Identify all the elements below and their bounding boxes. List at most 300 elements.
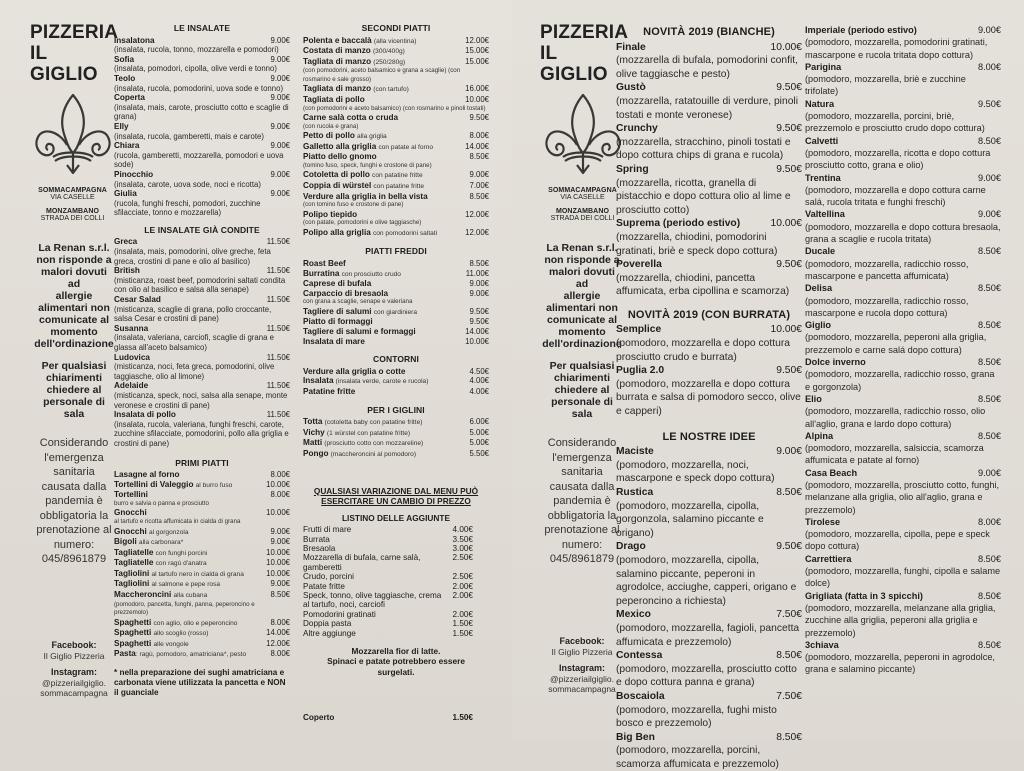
menu-item-price: 5.00€ bbox=[469, 438, 489, 448]
notice-line: Per qualsiasi bbox=[41, 360, 107, 372]
freddi-list bbox=[303, 259, 489, 346]
menu-item bbox=[616, 608, 802, 649]
menu-item-title bbox=[114, 353, 150, 363]
menu-item-name: Mexico bbox=[616, 609, 651, 621]
menu-item-title bbox=[805, 553, 851, 565]
menu-item-description: (con tomino fuso e crostone di pane) bbox=[303, 201, 404, 209]
menu-item-title bbox=[114, 590, 207, 601]
location-street: STRADA DEI COLLI bbox=[40, 215, 105, 222]
location-street: STRADA DEI COLLI bbox=[550, 215, 615, 222]
menu-item-price: 7.50€ bbox=[776, 690, 802, 702]
section-title-idee: LE NOSTRE IDEE bbox=[662, 430, 756, 443]
menu-item-title bbox=[303, 279, 371, 289]
menu-item bbox=[805, 639, 1001, 676]
menu-item-price: 6.00€ bbox=[469, 417, 489, 427]
menu-item-note: (alla vicentina) bbox=[373, 37, 417, 45]
menu-item-price: 5.50€ bbox=[469, 449, 489, 458]
menu-item-price: 2.00€ bbox=[452, 609, 473, 619]
menu-item-price: 4.00€ bbox=[469, 387, 489, 397]
menu-item-title bbox=[303, 327, 416, 337]
menu-item-title bbox=[114, 189, 137, 199]
menu-item-name: Coppia di würstel bbox=[303, 181, 372, 191]
menu-item bbox=[303, 210, 489, 228]
menu-item-price: 8.50€ bbox=[270, 590, 290, 600]
menu-item-title bbox=[303, 113, 398, 123]
menu-item-note: (1 würstel con patatine fritte) bbox=[326, 429, 411, 437]
menu-item-name: Dolce inverno bbox=[805, 357, 866, 368]
menu-item-name: Tagliata di manzo bbox=[303, 56, 372, 66]
menu-item-description: (pomodoro, mozzarella, radicchio rosso, mascarpone e rucola dopo cottura) bbox=[805, 295, 969, 318]
menu-item-title bbox=[616, 540, 646, 554]
menu-item-title bbox=[616, 41, 646, 55]
menu-item-price: 10.00€ bbox=[266, 508, 290, 518]
menu-item-price: 8.00€ bbox=[978, 61, 1001, 72]
location-monzambano bbox=[30, 208, 115, 222]
menu-item-title bbox=[805, 356, 866, 368]
menu-item bbox=[805, 590, 1001, 639]
menu-item-row bbox=[114, 189, 290, 199]
menu-item-title bbox=[114, 36, 155, 46]
menu-item-title bbox=[303, 582, 345, 591]
section-title-primi: PRIMI PIATTI bbox=[175, 457, 229, 468]
menu-item bbox=[303, 95, 489, 113]
menu-item-description: (pomodoro, mozzarella, noci, mascarpone e speck dopo cottura) bbox=[616, 459, 775, 485]
menu-item-row bbox=[303, 317, 489, 327]
menu-item-name: Tagliere di salumi bbox=[303, 306, 372, 316]
menu-item-name: Crunchy bbox=[616, 123, 658, 135]
menu-item-description: (pomodoro, mozzarella, pomodorini gratinati, mascarpone e rucola tritata dopo cottura) bbox=[805, 37, 988, 60]
menu-item-row bbox=[303, 113, 489, 123]
notice-line: sala bbox=[571, 408, 593, 420]
menu-item bbox=[616, 731, 802, 771]
menu-item-row bbox=[303, 210, 489, 220]
menu-item bbox=[303, 553, 473, 572]
menu-item-title bbox=[303, 317, 373, 327]
phone-number[interactable]: 045/8961879 bbox=[549, 553, 615, 565]
menu-item-price: 9.00€ bbox=[776, 446, 802, 458]
menu-item-row bbox=[114, 324, 290, 334]
menu-item-description: (misticanza, scaglie di grana, pollo croccante, salsa Cesar e crostini di pane) bbox=[114, 304, 272, 324]
menu-item-title bbox=[114, 628, 208, 639]
menu-item-name: Petto di pollo bbox=[303, 131, 355, 141]
menu-item-price: 8.00€ bbox=[270, 649, 290, 659]
menu-page-right bbox=[512, 0, 1024, 770]
menu-item-row bbox=[303, 181, 489, 192]
instagram-link[interactable]: @pizzeriailgiglio. bbox=[550, 674, 614, 684]
menu-item-row bbox=[114, 122, 290, 132]
giglini-list bbox=[303, 417, 489, 459]
menu-item-name: Insalata di mare bbox=[303, 336, 365, 346]
menu-item-name: Puglia 2.0 bbox=[616, 365, 665, 377]
menu-item-title bbox=[303, 367, 405, 377]
menu-item-row bbox=[303, 307, 489, 318]
menu-item-name: Tagliere di salumi e formaggi bbox=[303, 327, 416, 337]
menu-item-row bbox=[303, 142, 489, 153]
menu-item bbox=[114, 93, 290, 122]
menu-item-row bbox=[114, 470, 290, 480]
menu-item-description: (mozzarella, ratatouille di verdure, pinoli tostati e monte veronese) bbox=[616, 95, 798, 121]
menu-item-row bbox=[805, 24, 1001, 36]
menu-item bbox=[303, 84, 489, 95]
menu-item bbox=[114, 618, 290, 629]
menu-item-row bbox=[114, 579, 290, 590]
menu-item bbox=[114, 590, 290, 618]
menu-item-price: 11.50€ bbox=[266, 381, 290, 391]
menu-item bbox=[114, 579, 290, 590]
menu-item-name: Burratina bbox=[303, 268, 340, 278]
menu-item-row bbox=[805, 245, 1001, 257]
notice-line: obbligatoria la bbox=[547, 509, 617, 522]
menu-item-row bbox=[303, 327, 489, 337]
menu-item-description: (mozzarella, ricotta, granella di pistacchio e dopo cottura olio al lime e prosciutto cotto) bbox=[616, 177, 791, 216]
menu-item-title bbox=[805, 282, 832, 294]
instagram-label: Instagram: bbox=[558, 663, 605, 673]
menu-item-title bbox=[805, 98, 834, 110]
menu-item-row bbox=[114, 649, 290, 660]
menu-item-title bbox=[303, 84, 409, 95]
menu-item-description: (pomodoro, mozzarella, fagioli, pancetta affumicata e prezzemolo) bbox=[616, 622, 800, 648]
instagram-link-cont[interactable]: sommacampagna bbox=[40, 688, 108, 698]
secondi-list bbox=[303, 36, 489, 239]
menu-item bbox=[303, 525, 473, 534]
menu-item-name: Contessa bbox=[616, 650, 663, 662]
section-title-bianche: NOVITÀ 2019 (BIANCHE) bbox=[643, 26, 775, 38]
menu-item bbox=[303, 337, 489, 347]
menu-item-note: con ragù d'anatra bbox=[155, 560, 207, 568]
menu-item-title bbox=[114, 266, 140, 276]
menu-item-name: Tortellini di Valeggio bbox=[114, 479, 194, 489]
menu-item-title bbox=[616, 217, 740, 231]
menu-item-row bbox=[303, 46, 489, 57]
menu-item bbox=[114, 189, 290, 218]
menu-item-description: (insalata, pomodori, cipolla, olive verdi e tonno) bbox=[114, 64, 277, 74]
menu-item bbox=[805, 172, 1001, 209]
menu-item bbox=[303, 289, 489, 307]
instagram-link-cont[interactable]: sommacampagna bbox=[548, 684, 616, 694]
coperto-price: 1.50€ bbox=[452, 712, 473, 722]
facebook-link[interactable]: Il Giglio Pizzeria bbox=[43, 651, 105, 661]
menu-item-name: Pomodorini gratinati bbox=[303, 609, 376, 619]
menu-item-note: con patatine fritte bbox=[372, 172, 423, 180]
menu-item-description: (rucola, gamberetti, mozzarella, pomodori e uova sode) bbox=[114, 150, 284, 170]
menu-item-title bbox=[805, 135, 838, 147]
column-mains bbox=[303, 24, 489, 722]
menu-item-name: Polipo alla griglia bbox=[303, 227, 371, 237]
menu-item-row bbox=[303, 629, 473, 638]
menu-item-name: Giulia bbox=[114, 189, 137, 199]
menu-item bbox=[303, 46, 489, 57]
menu-item-name: Casa Beach bbox=[805, 467, 858, 478]
menu-item bbox=[616, 217, 802, 258]
menu-item-price: 9.00€ bbox=[469, 170, 489, 180]
menu-item-price: 9.50€ bbox=[776, 123, 802, 135]
menu-item-description: (insalata, rucola, pomodorini, uova sode e tonno) bbox=[114, 83, 284, 93]
menu-item-description: (con rucola e grana) bbox=[303, 122, 359, 130]
menu-item-price: 9.00€ bbox=[270, 35, 290, 45]
menu-item-description: (misticanza, noci, feta greca, pomodorini, olive taggiasche, olio al limone) bbox=[114, 362, 275, 381]
menu-item-title bbox=[303, 36, 416, 47]
menu-item bbox=[303, 629, 473, 638]
menu-item-row bbox=[303, 535, 473, 544]
menu-item-name: Spaghetti bbox=[114, 638, 152, 648]
menu-item-row bbox=[114, 590, 290, 601]
menu-item-title bbox=[303, 46, 405, 57]
menu-item-title bbox=[616, 731, 655, 745]
menu-item-row bbox=[805, 639, 1001, 651]
menu-item-note: con funghi porcini bbox=[155, 549, 208, 557]
menu-item-description: (mozzarella, chiodini, pancetta affumicata, erba cipollina e scamorza) bbox=[616, 272, 790, 298]
menu-item-name: Delisa bbox=[805, 283, 833, 294]
menu-item bbox=[114, 470, 290, 480]
notice-line: dell'ordinazione bbox=[542, 338, 622, 350]
menu-item-note: con prosciutto crudo bbox=[341, 270, 401, 278]
menu-item-title bbox=[616, 690, 665, 704]
covid-notice bbox=[542, 436, 622, 567]
menu-item-note: al burro fuso bbox=[195, 481, 233, 489]
notice-line: malori dovuti ad bbox=[549, 266, 615, 290]
staff-notice bbox=[542, 360, 622, 420]
menu-item bbox=[303, 417, 489, 428]
menu-item-price: 8.50€ bbox=[469, 191, 489, 201]
menu-item-name: Greca bbox=[114, 237, 138, 247]
menu-item bbox=[114, 410, 290, 448]
menu-item bbox=[805, 516, 1001, 553]
menu-item-title bbox=[114, 649, 246, 660]
menu-item bbox=[805, 245, 1001, 282]
notice-line: pandemia è bbox=[45, 495, 103, 507]
allergy-text bbox=[542, 242, 622, 350]
menu-item-title bbox=[303, 535, 330, 544]
brand-name bbox=[540, 22, 629, 85]
menu-item-name: Carpaccio di bresaola bbox=[303, 288, 389, 298]
menu-item-title bbox=[616, 486, 653, 500]
notice-line: Mozzarella fior di latte. bbox=[351, 646, 441, 657]
menu-item-row bbox=[114, 141, 290, 151]
menu-item-price: 9.00€ bbox=[270, 73, 290, 83]
menu-item bbox=[303, 327, 489, 337]
menu-item-row bbox=[303, 544, 473, 553]
menu-item bbox=[303, 113, 489, 131]
menu-item-name: Semplice bbox=[616, 324, 662, 336]
menu-item-note: alla griglia bbox=[357, 133, 387, 141]
menu-item-description: (pomodoro, mozzarella, porcini, briè, prezzemolo e prosciutto crudo dopo cottura) bbox=[805, 111, 985, 134]
menu-item-row bbox=[114, 353, 290, 363]
menu-item-name: Spaghetti bbox=[114, 628, 152, 638]
notice-line: surgelati. bbox=[377, 666, 415, 677]
menu-item-title bbox=[303, 152, 377, 162]
location-street: VIA CASELLE bbox=[50, 194, 95, 201]
instagram-link[interactable]: @pizzeriailgiglio. bbox=[42, 678, 106, 688]
menu-item-row bbox=[303, 152, 489, 162]
menu-item-note: (300/400g) bbox=[372, 48, 405, 56]
menu-item-row bbox=[805, 61, 1001, 73]
menu-item-row bbox=[303, 610, 473, 619]
menu-item-price: 2.50€ bbox=[452, 572, 473, 582]
menu-item bbox=[805, 430, 1001, 467]
menu-item-price: 9.00€ bbox=[270, 169, 290, 179]
menu-item-description: (insalata, mais, carote, prosciutto cotto e scaglie di grana) bbox=[114, 102, 289, 122]
menu-item-description: (pomodoro, mozzarella e dopo cottura bresaola, grana a scaglie e rucola tritata) bbox=[805, 221, 1001, 245]
menu-item bbox=[303, 170, 489, 181]
brand-line-2: IL GIGLIO bbox=[30, 43, 98, 85]
menu-item bbox=[114, 55, 290, 74]
menu-item-name: Vichy bbox=[303, 427, 325, 437]
menu-item-price: 9.00€ bbox=[270, 93, 290, 103]
menu-item-row bbox=[303, 553, 473, 572]
menu-item bbox=[114, 649, 290, 660]
menu-item-row bbox=[114, 639, 290, 650]
menu-item-description: (pomodoro, mozzarella, prosciutto cotto e dopo cottura panna e grana) bbox=[616, 663, 797, 689]
menu-item bbox=[303, 259, 489, 269]
menu-item-price: 7.50€ bbox=[776, 609, 802, 621]
menu-item-price: 9.50€ bbox=[776, 163, 802, 175]
menu-item bbox=[114, 628, 290, 639]
menu-item-price: 10.00€ bbox=[266, 558, 290, 568]
brand-line-1: PIZZERIA bbox=[540, 22, 629, 43]
menu-item-title bbox=[114, 558, 207, 569]
menu-item-price: 4.00€ bbox=[452, 525, 473, 535]
menu-item-title bbox=[616, 364, 664, 378]
notice-line: chiedere al bbox=[46, 384, 102, 396]
ingredients-note bbox=[303, 646, 489, 677]
menu-item-price: 9.00€ bbox=[270, 526, 290, 536]
menu-item-price: 3.00€ bbox=[452, 544, 473, 553]
menu-item-description: (pomodoro, mozzarella, salsiccia, scamorza affumicata e patate al forno) bbox=[805, 443, 984, 466]
menu-item bbox=[303, 192, 489, 210]
menu-item-title bbox=[303, 307, 417, 318]
location-sommacampagna bbox=[30, 187, 115, 201]
menu-item-price: 15.00€ bbox=[465, 46, 489, 56]
menu-item bbox=[616, 486, 802, 540]
menu-item-row bbox=[303, 57, 489, 68]
menu-item-name: Galletto alla griglia bbox=[303, 141, 377, 151]
menu-item-title bbox=[303, 438, 423, 449]
menu-item-name: Tortellini bbox=[114, 490, 148, 500]
menu-item-name: Matti bbox=[303, 438, 323, 448]
menu-item-description: (pomodoro, mozzarella, cipolla, pepe e speck dopo cottura) bbox=[805, 529, 990, 552]
notice-line: sanitaria bbox=[561, 466, 603, 478]
menu-item-description: (pomodoro, mozzarella, fughi misto bosco e prezzemolo) bbox=[616, 704, 777, 730]
menu-item bbox=[616, 540, 802, 608]
menu-item-note: (cotoletta baby con patatine fritte) bbox=[324, 419, 423, 427]
menu-item-row bbox=[303, 367, 489, 377]
menu-item-row bbox=[805, 393, 1001, 405]
menu-item-price: 14.00€ bbox=[465, 141, 489, 151]
menu-item bbox=[303, 572, 473, 581]
menu-item-row bbox=[114, 237, 290, 247]
menu-item bbox=[114, 548, 290, 559]
footnote-guanciale: * nella preparazione dei sughi amatriciana e carbonata viene utilizzata la pancetta e NON il guanciale bbox=[114, 668, 286, 698]
menu-item-note: : ragù, pomodoro, amatriciana*, pesto bbox=[135, 651, 247, 659]
covid-notice bbox=[34, 436, 114, 567]
menu-item bbox=[303, 591, 473, 610]
notice-line: causata dalla bbox=[41, 480, 107, 493]
menu-item-price: 11.50€ bbox=[266, 237, 290, 247]
menu-item-price: 9.50€ bbox=[469, 317, 489, 327]
menu-item bbox=[114, 36, 290, 55]
menu-item-description: (pomodoro, mozzarella, melanzane alla griglia, zucchine alla griglia, peperoni alla griglia e prezzemolo) bbox=[805, 602, 996, 638]
facebook-link[interactable]: Il Giglio Pizzeria bbox=[551, 647, 613, 657]
menu-item-title bbox=[114, 170, 153, 180]
menu-item bbox=[303, 279, 489, 289]
menu-item-title bbox=[114, 381, 148, 391]
menu-item-row bbox=[616, 364, 802, 378]
menu-item-note: (con tartufo) bbox=[373, 86, 409, 94]
covid-text bbox=[542, 436, 622, 567]
section-title-freddi: PIATTI FREDDI bbox=[365, 246, 427, 257]
menu-item-price: 8.50€ bbox=[978, 283, 1001, 294]
menu-item-title bbox=[303, 544, 335, 553]
menu-item-name: Polenta e baccalà bbox=[303, 35, 372, 45]
notice-line: causata dalla bbox=[549, 480, 615, 493]
location-town: MONZAMBANO bbox=[45, 208, 100, 215]
notice-line: QUALSIASI VARIAZIONE DAL MENU PUÒ bbox=[313, 485, 479, 496]
menu-item-title bbox=[114, 410, 176, 420]
menu-item-row bbox=[303, 619, 473, 628]
menu-item bbox=[114, 537, 290, 548]
social-right bbox=[544, 636, 620, 694]
menu-item-note: al salmone e pepe rosa bbox=[151, 581, 221, 589]
notice-line: numero: bbox=[561, 538, 603, 551]
phone-number[interactable]: 045/8961879 bbox=[41, 553, 107, 565]
menu-item-description: (pomodoro, pancetta, funghi, panna, peperoncino e prezzemolo) bbox=[114, 600, 255, 617]
menu-item bbox=[616, 41, 802, 82]
menu-item-name: Big Ben bbox=[616, 731, 655, 743]
menu-item-description: (pomodoro, mozzarella, radicchio rosso, olio all'aglio, grana e lardo dopo cottura) bbox=[805, 406, 986, 429]
menu-item bbox=[616, 445, 802, 486]
menu-item bbox=[616, 690, 802, 731]
menu-item-name: Tagliatelle bbox=[114, 547, 154, 557]
menu-item-description: al tartufo e ricotta affumicata in cialda di grana bbox=[114, 518, 241, 525]
menu-item-title bbox=[114, 74, 135, 84]
menu-item-price: 8.00€ bbox=[469, 131, 489, 141]
menu-item-price: 12.00€ bbox=[465, 35, 489, 45]
menu-item-title bbox=[114, 141, 139, 151]
section-title-secondi: SECONDI PIATTI bbox=[361, 23, 431, 33]
menu-item-title bbox=[303, 192, 428, 202]
menu-item-title bbox=[114, 548, 207, 559]
menu-item bbox=[805, 282, 1001, 319]
menu-item-title bbox=[303, 181, 424, 192]
menu-item-name: Susanna bbox=[114, 323, 149, 333]
menu-item-row bbox=[303, 279, 489, 289]
menu-item-price: 10.00€ bbox=[266, 568, 290, 578]
menu-item-name: Piatto di formaggi bbox=[303, 317, 373, 327]
menu-item bbox=[303, 428, 489, 439]
menu-item-name: Burrata bbox=[303, 534, 330, 544]
menu-item-price: 8.00€ bbox=[978, 516, 1001, 527]
menu-item-description: (pomodoro, mozzarella, prosciutto cotto, funghi, melanzane alla griglia, olio all'aglio, grana e prezzemolo) bbox=[805, 479, 1000, 515]
condite-list bbox=[114, 237, 290, 448]
menu-item-price: 9.50€ bbox=[776, 541, 802, 553]
menu-item-name: Carrettiera bbox=[805, 553, 852, 564]
notice-line: chiarimenti bbox=[45, 372, 103, 384]
menu-item-name: Insalata bbox=[303, 376, 334, 386]
menu-item-name: Suprema (periodo estivo) bbox=[616, 218, 741, 230]
side-info-right bbox=[540, 22, 629, 222]
menu-item-price: 8.00€ bbox=[270, 490, 290, 500]
menu-item bbox=[805, 393, 1001, 430]
menu-item-price: 8.50€ bbox=[978, 246, 1001, 257]
covid-text bbox=[34, 436, 114, 567]
menu-item-title bbox=[805, 590, 923, 602]
menu-item bbox=[303, 535, 473, 544]
notice-line: sanitaria bbox=[53, 466, 95, 478]
menu-item-title bbox=[303, 449, 416, 460]
menu-item-description: burro e salvia o panna e prosciutto bbox=[114, 499, 209, 507]
menu-item-description: (pomodoro, mozzarella, radicchio rosso, mascarpone e pancetta affumicata) bbox=[805, 258, 969, 281]
menu-item bbox=[303, 269, 489, 280]
